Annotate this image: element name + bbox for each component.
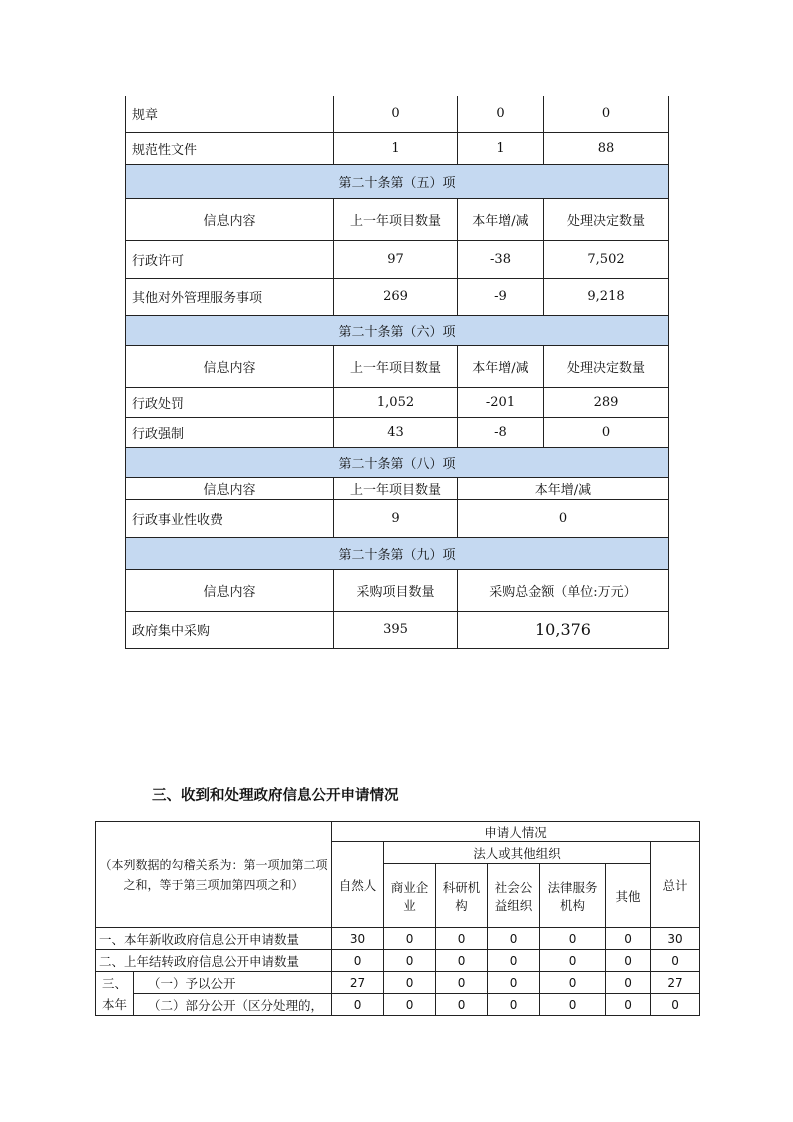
cell-value: 0 bbox=[488, 972, 540, 994]
cell-value: 0 bbox=[651, 950, 700, 972]
cell-value: 0 bbox=[544, 417, 669, 447]
cell-value: -38 bbox=[458, 240, 544, 278]
column-header: 总计 bbox=[651, 842, 700, 928]
cell-value: 88 bbox=[544, 132, 669, 164]
column-header: 处理决定数量 bbox=[544, 345, 669, 387]
column-header: 科研机构 bbox=[436, 864, 488, 928]
column-header: 本年增/减 bbox=[458, 477, 669, 499]
column-header-row bbox=[126, 198, 669, 240]
row-label: 行政处罚 bbox=[126, 387, 334, 417]
cell-value: 0 bbox=[436, 928, 488, 950]
table-row bbox=[126, 278, 669, 315]
row-label: 规章 bbox=[126, 96, 334, 132]
cell-value: 7,502 bbox=[544, 240, 669, 278]
section-title: 第二十条第（九）项 bbox=[126, 537, 669, 569]
cell-value: 0 bbox=[488, 950, 540, 972]
cell-value: -8 bbox=[458, 417, 544, 447]
cell-value: 289 bbox=[544, 387, 669, 417]
cell-value: 0 bbox=[488, 928, 540, 950]
application-stats-table bbox=[95, 821, 700, 1016]
table-row bbox=[96, 994, 700, 1016]
column-header: 自然人 bbox=[332, 842, 384, 928]
column-header: 法人或其他组织 bbox=[384, 842, 651, 864]
cell-value: 0 bbox=[540, 972, 606, 994]
cell-value: 0 bbox=[606, 950, 651, 972]
cell-value: 0 bbox=[544, 96, 669, 132]
column-header-row bbox=[126, 569, 669, 611]
cell-value: 395 bbox=[334, 611, 458, 648]
cell-value: 269 bbox=[334, 278, 458, 315]
section-heading: 三、收到和处理政府信息公开申请情况 bbox=[152, 788, 399, 804]
column-header: 上一年项目数量 bbox=[334, 198, 458, 240]
cell-value: 27 bbox=[332, 972, 384, 994]
cell-value: 0 bbox=[334, 96, 458, 132]
column-header: 上一年项目数量 bbox=[334, 345, 458, 387]
cell-value: 97 bbox=[334, 240, 458, 278]
table-row bbox=[126, 611, 669, 648]
cell-value: 9,218 bbox=[544, 278, 669, 315]
cell-value: 1 bbox=[334, 132, 458, 164]
cell-value: 0 bbox=[436, 972, 488, 994]
column-header: 采购项目数量 bbox=[334, 569, 458, 611]
column-header: 信息内容 bbox=[126, 345, 334, 387]
table-row bbox=[126, 499, 669, 537]
cell-value: 0 bbox=[332, 994, 384, 1016]
section-header-row bbox=[126, 315, 669, 345]
cell-value: 0 bbox=[384, 994, 436, 1016]
row-label: （一）予以公开 bbox=[134, 972, 332, 994]
table-row bbox=[126, 387, 669, 417]
cell-value: 27 bbox=[651, 972, 700, 994]
table-row bbox=[96, 928, 700, 950]
column-header: 上一年项目数量 bbox=[334, 477, 458, 499]
cell-value: 0 bbox=[384, 972, 436, 994]
cell-value: 0 bbox=[488, 994, 540, 1016]
cell-value: 0 bbox=[540, 994, 606, 1016]
section-title: 第二十条第（八）项 bbox=[126, 447, 669, 477]
row-label: 行政强制 bbox=[126, 417, 334, 447]
row-label: 行政事业性收费 bbox=[126, 499, 334, 537]
section-label: 本年 bbox=[96, 994, 134, 1016]
cell-value: 0 bbox=[458, 499, 669, 537]
column-header: 采购总金额（单位:万元） bbox=[458, 569, 669, 611]
column-header: 商业企业 bbox=[384, 864, 436, 928]
row-label: 政府集中采购 bbox=[126, 611, 334, 648]
cell-value: 0 bbox=[384, 928, 436, 950]
cell-value: 0 bbox=[606, 972, 651, 994]
section-header-row bbox=[126, 164, 669, 198]
section-header-row bbox=[126, 447, 669, 477]
cell-value: 0 bbox=[540, 950, 606, 972]
table-row bbox=[96, 972, 700, 994]
table-row bbox=[126, 240, 669, 278]
table-row bbox=[126, 132, 669, 164]
cell-value: 0 bbox=[436, 994, 488, 1016]
column-header: 本年增/减 bbox=[458, 345, 544, 387]
disclosure-stats-table bbox=[125, 96, 669, 649]
table-row bbox=[126, 96, 669, 132]
column-header: 社会公益组织 bbox=[488, 864, 540, 928]
cell-value: 0 bbox=[651, 994, 700, 1016]
column-header: 处理决定数量 bbox=[544, 198, 669, 240]
cell-value: 43 bbox=[334, 417, 458, 447]
cell-value: 30 bbox=[332, 928, 384, 950]
row-label: 一、本年新收政府信息公开申请数量 bbox=[96, 928, 332, 950]
column-header: 信息内容 bbox=[126, 198, 334, 240]
cell-value: 9 bbox=[334, 499, 458, 537]
column-header-row bbox=[126, 477, 669, 499]
cell-value: -201 bbox=[458, 387, 544, 417]
column-header: 法律服务机构 bbox=[540, 864, 606, 928]
cell-value: 0 bbox=[332, 950, 384, 972]
cell-value: 0 bbox=[606, 928, 651, 950]
section-label: 三、 bbox=[96, 972, 134, 994]
row-label: 二、上年结转政府信息公开申请数量 bbox=[96, 950, 332, 972]
table-row bbox=[96, 822, 700, 842]
cell-value: -9 bbox=[458, 278, 544, 315]
table-row bbox=[126, 417, 669, 447]
section-title: 第二十条第（五）项 bbox=[126, 164, 669, 198]
cell-value: 0 bbox=[540, 928, 606, 950]
column-header: 信息内容 bbox=[126, 569, 334, 611]
relation-note: （本列数据的勾稽关系为：第一项加第二项之和，等于第三项加第四项之和） bbox=[96, 822, 332, 928]
column-header: 其他 bbox=[606, 864, 651, 928]
row-label: 其他对外管理服务事项 bbox=[126, 278, 334, 315]
cell-value: 1 bbox=[458, 132, 544, 164]
column-header: 本年增/减 bbox=[458, 198, 544, 240]
cell-value: 0 bbox=[384, 950, 436, 972]
column-header-row bbox=[126, 345, 669, 387]
cell-value: 10,376 bbox=[458, 611, 669, 648]
cell-value: 0 bbox=[458, 96, 544, 132]
section-header-row bbox=[126, 537, 669, 569]
cell-value: 0 bbox=[606, 994, 651, 1016]
cell-value: 0 bbox=[436, 950, 488, 972]
column-header: 申请人情况 bbox=[332, 822, 700, 842]
row-label: 行政许可 bbox=[126, 240, 334, 278]
table-row bbox=[96, 950, 700, 972]
cell-value: 1,052 bbox=[334, 387, 458, 417]
column-header: 信息内容 bbox=[126, 477, 334, 499]
section-title: 第二十条第（六）项 bbox=[126, 315, 669, 345]
cell-value: 30 bbox=[651, 928, 700, 950]
row-label: （二）部分公开（区分处理的， bbox=[134, 994, 332, 1016]
row-label: 规范性文件 bbox=[126, 132, 334, 164]
